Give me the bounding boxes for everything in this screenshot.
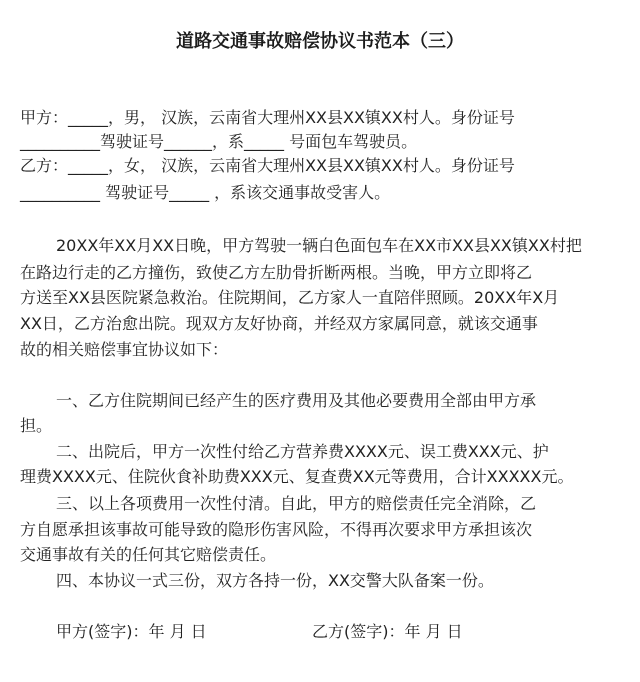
clause-2-line-2: 理费XXXX元、住院伙食补助费XXX元、复查费XX元等费用，合计XXXXX元。 xyxy=(20,467,574,486)
clause-4-line-1: 四、本协议一式三份，双方各持一份，XX交警大队备案一份。 xyxy=(56,571,494,590)
party-a-line-1: 甲方：_____，男， 汉族，云南省大理州XX县XX镇XX村人。身份证号 xyxy=(20,108,515,127)
facts-line-4: XX日，乙方治愈出院。现双方友好协商，并经双方家属同意，就该交通事 xyxy=(20,314,538,333)
facts-line-3: 方送至XX县医院紧急救治。住院期间，乙方家人一直陪伴照顾。20XX年X月 xyxy=(20,288,560,307)
clause-3-line-3: 交通事故有关的任何其它赔偿责任。 xyxy=(20,545,277,564)
clause-1-line-1: 一、乙方住院期间已经产生的医疗费用及其他必要费用全部由甲方承 xyxy=(56,391,537,410)
clause-1-line-2: 担。 xyxy=(20,416,53,435)
clause-3-line-2: 方自愿承担该事故可能导致的隐形伤害风险，不得再次要求甲方承担该次 xyxy=(20,520,533,539)
clause-2-line-1: 二、出院后，甲方一次性付给乙方营养费XXXX元、误工费XXX元、护 xyxy=(56,442,549,461)
document-title: 道路交通事故赔偿协议书范本（三） xyxy=(176,31,464,52)
party-b-line-2: __________ 驾驶证号_____ ，系该交通事故受害人。 xyxy=(20,183,391,202)
facts-line-1: 20XX年XX月XX日晚，甲方驾驶一辆白色面包车在XX市XX县XX镇XX村把 xyxy=(56,236,582,255)
facts-line-5: 故的相关赔偿事宜协议如下： xyxy=(20,340,229,359)
party-b-signature: 乙方(签字)：年 月 日 xyxy=(312,622,463,641)
clause-3-line-1: 三、以上各项费用一次性付清。自此，甲方的赔偿责任完全消除，乙 xyxy=(56,494,537,513)
party-a-signature: 甲方(签字)：年 月 日 xyxy=(56,622,207,641)
party-a-line-2: __________驾驶证号______，系_____ 号面包车驾驶员。 xyxy=(20,132,418,151)
party-b-line-1: 乙方：_____，女， 汉族，云南省大理州XX县XX镇XX村人。身份证号 xyxy=(20,156,515,175)
facts-line-2: 在路边行走的乙方撞伤，致使乙方左肋骨折断两根。当晚，甲方立即将乙 xyxy=(20,263,533,282)
